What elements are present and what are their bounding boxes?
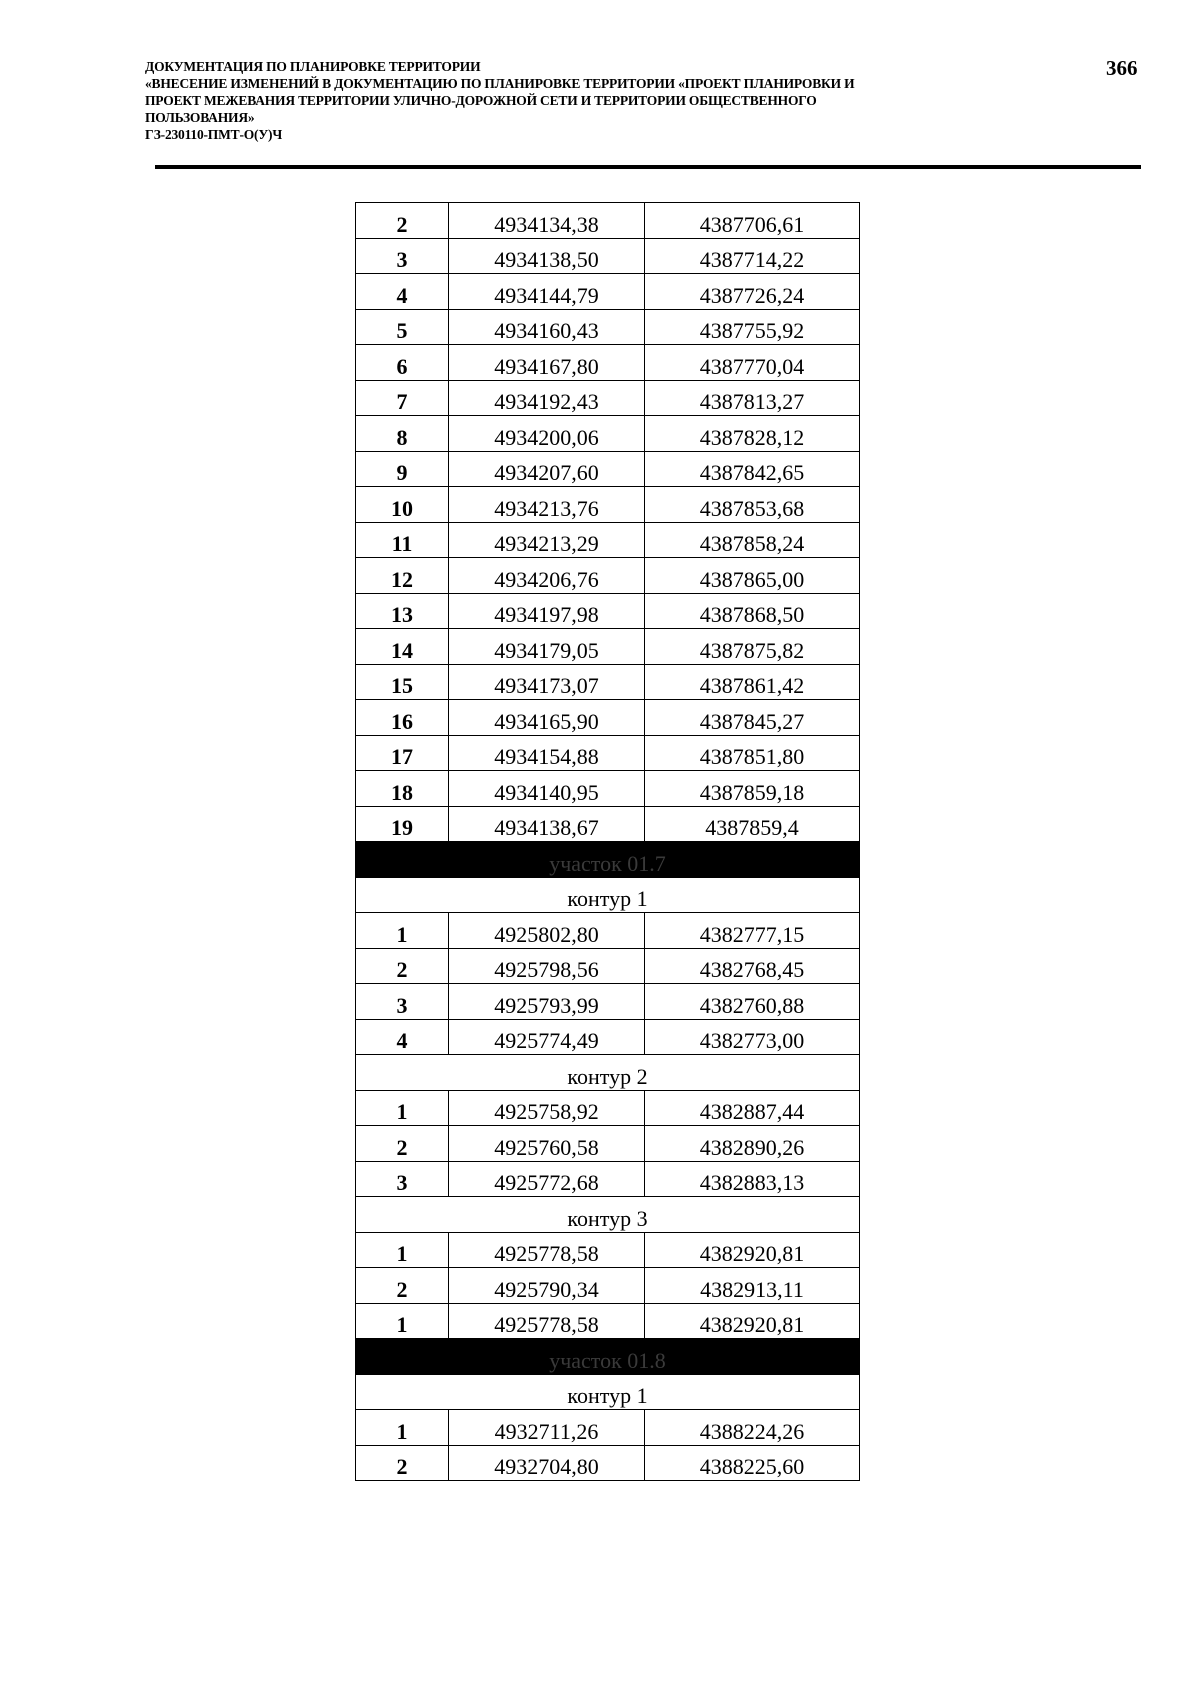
point-number-cell: 10 xyxy=(356,487,449,523)
page-number: 366 xyxy=(1106,56,1138,80)
section-label: участок 01.8 xyxy=(356,1339,860,1375)
x-coordinate-cell: 4925774,49 xyxy=(449,1019,645,1055)
table-row xyxy=(356,1090,860,1126)
section-label: участок 01.7 xyxy=(356,842,860,878)
x-coordinate-cell: 4925790,34 xyxy=(449,1268,645,1304)
point-number-cell: 19 xyxy=(356,806,449,842)
point-number-cell: 2 xyxy=(356,948,449,984)
point-number-cell: 18 xyxy=(356,771,449,807)
x-coordinate-cell: 4934197,98 xyxy=(449,593,645,629)
point-number-cell: 8 xyxy=(356,416,449,452)
table-row xyxy=(356,522,860,558)
section-row xyxy=(356,842,860,878)
x-coordinate-cell: 4934165,90 xyxy=(449,700,645,736)
contour-label: контур 3 xyxy=(356,1197,860,1233)
y-coordinate-cell: 4388225,60 xyxy=(645,1445,860,1481)
contour-row xyxy=(356,1374,860,1410)
x-coordinate-cell: 4934207,60 xyxy=(449,451,645,487)
y-coordinate-cell: 4382777,15 xyxy=(645,913,860,949)
y-coordinate-cell: 4387706,61 xyxy=(645,203,860,239)
contour-row xyxy=(356,877,860,913)
x-coordinate-cell: 4934167,80 xyxy=(449,345,645,381)
x-coordinate-cell: 4934206,76 xyxy=(449,558,645,594)
table-row xyxy=(356,1410,860,1446)
y-coordinate-cell: 4382883,13 xyxy=(645,1161,860,1197)
y-coordinate-cell: 4387851,80 xyxy=(645,735,860,771)
table-row xyxy=(356,451,860,487)
table-row xyxy=(356,806,860,842)
table-row xyxy=(356,948,860,984)
table-row xyxy=(356,274,860,310)
x-coordinate-cell: 4934160,43 xyxy=(449,309,645,345)
table-row xyxy=(356,1268,860,1304)
y-coordinate-cell: 4387842,65 xyxy=(645,451,860,487)
y-coordinate-cell: 4387726,24 xyxy=(645,274,860,310)
x-coordinate-cell: 4925758,92 xyxy=(449,1090,645,1126)
section-row xyxy=(356,1339,860,1375)
x-coordinate-cell: 4925798,56 xyxy=(449,948,645,984)
y-coordinate-cell: 4387859,18 xyxy=(645,771,860,807)
x-coordinate-cell: 4934213,29 xyxy=(449,522,645,558)
table-row xyxy=(356,1161,860,1197)
table-row xyxy=(356,664,860,700)
point-number-cell: 2 xyxy=(356,203,449,239)
table-row xyxy=(356,1126,860,1162)
table-row xyxy=(356,735,860,771)
header-code: ГЗ-230110-ПМТ-О(У)Ч xyxy=(145,127,283,142)
table-row xyxy=(356,700,860,736)
table-row xyxy=(356,1019,860,1055)
x-coordinate-cell: 4934213,76 xyxy=(449,487,645,523)
y-coordinate-cell: 4382773,00 xyxy=(645,1019,860,1055)
x-coordinate-cell: 4934138,50 xyxy=(449,238,645,274)
x-coordinate-cell: 4925802,80 xyxy=(449,913,645,949)
x-coordinate-cell: 4934138,67 xyxy=(449,806,645,842)
header-line-3: ПРОЕКТ МЕЖЕВАНИЯ ТЕРРИТОРИИ УЛИЧНО-ДОРОЖНОЙ СЕТИ И ТЕРРИТОРИИ ОБЩЕСТВЕННОГО xyxy=(145,93,817,108)
y-coordinate-cell: 4387755,92 xyxy=(645,309,860,345)
x-coordinate-cell: 4934140,95 xyxy=(449,771,645,807)
point-number-cell: 2 xyxy=(356,1126,449,1162)
x-coordinate-cell: 4925778,58 xyxy=(449,1232,645,1268)
point-number-cell: 1 xyxy=(356,1090,449,1126)
contour-label: контур 1 xyxy=(356,877,860,913)
point-number-cell: 1 xyxy=(356,1410,449,1446)
x-coordinate-cell: 4925760,58 xyxy=(449,1126,645,1162)
point-number-cell: 3 xyxy=(356,1161,449,1197)
y-coordinate-cell: 4387861,42 xyxy=(645,664,860,700)
point-number-cell: 5 xyxy=(356,309,449,345)
table-row xyxy=(356,416,860,452)
header-line-1: ДОКУМЕНТАЦИЯ ПО ПЛАНИРОВКЕ ТЕРРИТОРИИ xyxy=(145,59,481,74)
y-coordinate-cell: 4387813,27 xyxy=(645,380,860,416)
table-row xyxy=(356,593,860,629)
y-coordinate-cell: 4382920,81 xyxy=(645,1232,860,1268)
y-coordinate-cell: 4382760,88 xyxy=(645,984,860,1020)
x-coordinate-cell: 4934144,79 xyxy=(449,274,645,310)
y-coordinate-cell: 4387865,00 xyxy=(645,558,860,594)
point-number-cell: 16 xyxy=(356,700,449,736)
y-coordinate-cell: 4382913,11 xyxy=(645,1268,860,1304)
point-number-cell: 2 xyxy=(356,1445,449,1481)
contour-label: контур 1 xyxy=(356,1374,860,1410)
point-number-cell: 11 xyxy=(356,522,449,558)
point-number-cell: 3 xyxy=(356,238,449,274)
contour-label: контур 2 xyxy=(356,1055,860,1091)
point-number-cell: 9 xyxy=(356,451,449,487)
y-coordinate-cell: 4387859,4 xyxy=(645,806,860,842)
coordinates-table xyxy=(355,202,860,1481)
x-coordinate-cell: 4932704,80 xyxy=(449,1445,645,1481)
point-number-cell: 1 xyxy=(356,1232,449,1268)
table-row xyxy=(356,1232,860,1268)
y-coordinate-cell: 4387714,22 xyxy=(645,238,860,274)
header-rule xyxy=(155,165,1141,169)
point-number-cell: 1 xyxy=(356,913,449,949)
y-coordinate-cell: 4387858,24 xyxy=(645,522,860,558)
header-line-2: «ВНЕСЕНИЕ ИЗМЕНЕНИЙ В ДОКУМЕНТАЦИЮ ПО ПЛАНИРОВКЕ ТЕРРИТОРИИ «ПРОЕКТ ПЛАНИРОВКИ И xyxy=(145,76,855,91)
table-row xyxy=(356,309,860,345)
y-coordinate-cell: 4387828,12 xyxy=(645,416,860,452)
table-row xyxy=(356,380,860,416)
y-coordinate-cell: 4387845,27 xyxy=(645,700,860,736)
x-coordinate-cell: 4925793,99 xyxy=(449,984,645,1020)
contour-row xyxy=(356,1055,860,1091)
point-number-cell: 13 xyxy=(356,593,449,629)
point-number-cell: 12 xyxy=(356,558,449,594)
y-coordinate-cell: 4387868,50 xyxy=(645,593,860,629)
y-coordinate-cell: 4387853,68 xyxy=(645,487,860,523)
y-coordinate-cell: 4382890,26 xyxy=(645,1126,860,1162)
y-coordinate-cell: 4388224,26 xyxy=(645,1410,860,1446)
point-number-cell: 6 xyxy=(356,345,449,381)
x-coordinate-cell: 4934179,05 xyxy=(449,629,645,665)
x-coordinate-cell: 4934173,07 xyxy=(449,664,645,700)
contour-row xyxy=(356,1197,860,1233)
table-row xyxy=(356,629,860,665)
point-number-cell: 4 xyxy=(356,274,449,310)
point-number-cell: 1 xyxy=(356,1303,449,1339)
y-coordinate-cell: 4387875,82 xyxy=(645,629,860,665)
table-row xyxy=(356,913,860,949)
point-number-cell: 4 xyxy=(356,1019,449,1055)
y-coordinate-cell: 4387770,04 xyxy=(645,345,860,381)
x-coordinate-cell: 4934192,43 xyxy=(449,380,645,416)
x-coordinate-cell: 4934134,38 xyxy=(449,203,645,239)
point-number-cell: 7 xyxy=(356,380,449,416)
point-number-cell: 3 xyxy=(356,984,449,1020)
point-number-cell: 15 xyxy=(356,664,449,700)
table-row xyxy=(356,1445,860,1481)
y-coordinate-cell: 4382920,81 xyxy=(645,1303,860,1339)
table-row xyxy=(356,984,860,1020)
x-coordinate-cell: 4934154,88 xyxy=(449,735,645,771)
x-coordinate-cell: 4925778,58 xyxy=(449,1303,645,1339)
x-coordinate-cell: 4925772,68 xyxy=(449,1161,645,1197)
y-coordinate-cell: 4382768,45 xyxy=(645,948,860,984)
document-header xyxy=(145,58,1045,143)
point-number-cell: 14 xyxy=(356,629,449,665)
table-row xyxy=(356,203,860,239)
table-row xyxy=(356,771,860,807)
table-row xyxy=(356,558,860,594)
point-number-cell: 2 xyxy=(356,1268,449,1304)
table-row xyxy=(356,345,860,381)
table-row xyxy=(356,238,860,274)
table-row xyxy=(356,487,860,523)
x-coordinate-cell: 4932711,26 xyxy=(449,1410,645,1446)
y-coordinate-cell: 4382887,44 xyxy=(645,1090,860,1126)
point-number-cell: 17 xyxy=(356,735,449,771)
header-line-4: ПОЛЬЗОВАНИЯ» xyxy=(145,110,255,125)
x-coordinate-cell: 4934200,06 xyxy=(449,416,645,452)
table-row xyxy=(356,1303,860,1339)
coordinates-table-body xyxy=(356,203,860,1481)
